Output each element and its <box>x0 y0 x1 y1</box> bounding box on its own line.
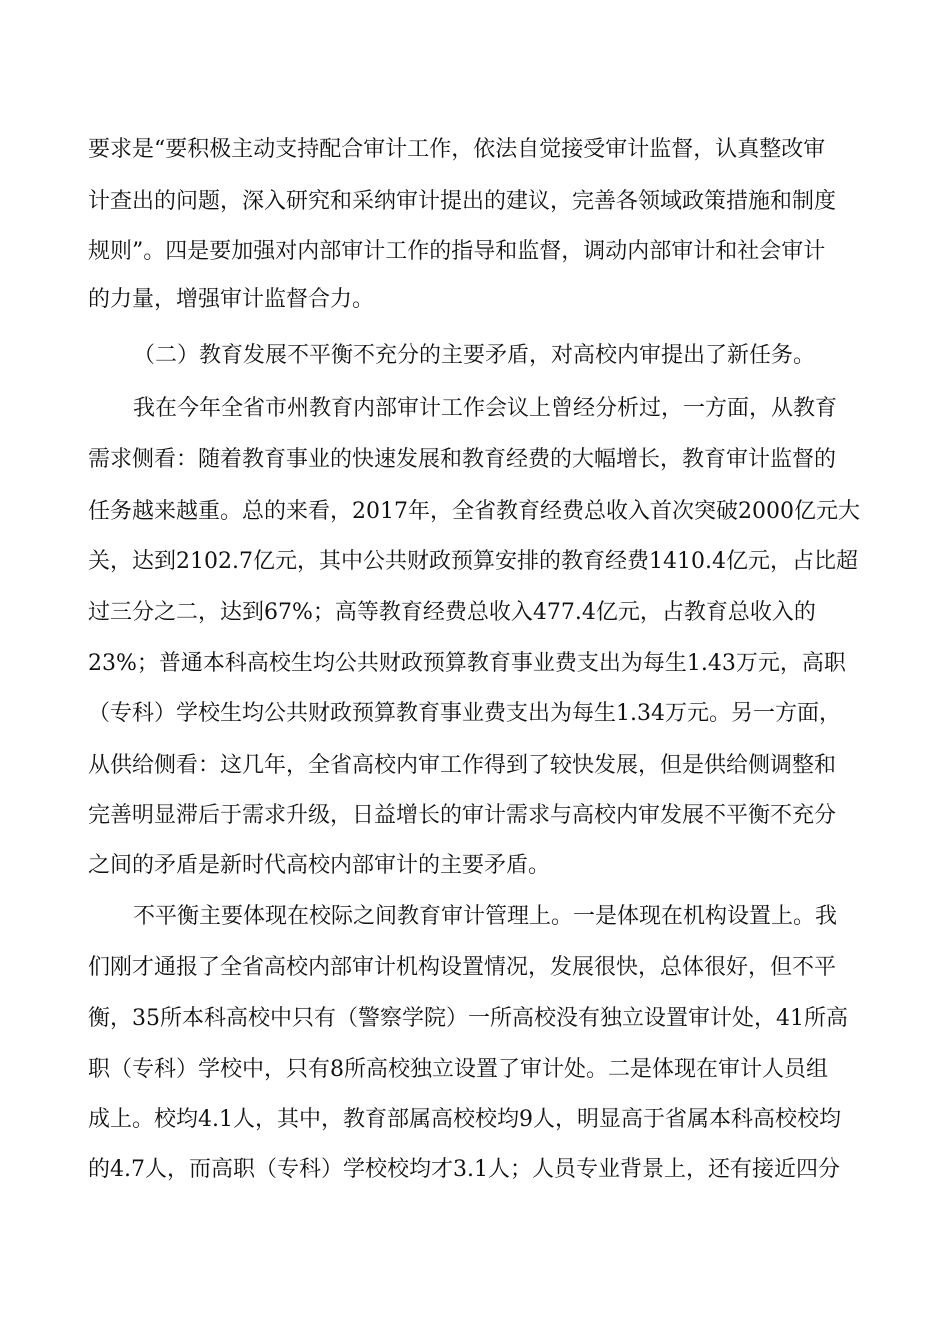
text-line: 成上。校均4.1人，其中，教育部属高校校均9人，明显高于省属本科高校校均 <box>88 1107 841 1132</box>
text-line: 们刚才通报了全省高校内部审计机构设置情况，发展很快，总体很好，但不平 <box>88 955 837 980</box>
text-line: 从供给侧看：这几年，全省高校内审工作得到了较快发展，但是供给侧调整和 <box>88 753 837 778</box>
text-line: （专科）学校生均公共财政预算教育事业费支出为每生1.34万元。另一方面， <box>88 701 841 726</box>
text-line: 的力量，增强审计监督合力。 <box>88 287 375 312</box>
text-line: 关，达到2102.7亿元，其中公共财政预算安排的教育经费1410.4亿元，占比超 <box>88 549 858 574</box>
text-line: 之间的矛盾是新时代高校内部审计的主要矛盾。 <box>88 853 551 878</box>
text-line: 完善明显滞后于需求升级，日益增长的审计需求与高校内审发展不平衡不充分 <box>88 803 837 828</box>
text-line: 的4.7人，而高职（专科）学校校均才3.1人；人员专业背景上，还有接近四分 <box>88 1157 840 1182</box>
text-line: 过三分之二，达到67%；高等教育经费总收入477.4亿元，占教育总收入的 <box>88 600 816 625</box>
text-line: 要求是“要积极主动支持配合审计工作，依法自觉接受审计监督，认真整改审 <box>88 137 826 162</box>
text-line: 不平衡主要体现在校际之间教育审计管理上。一是体现在机构设置上。我 <box>133 904 838 929</box>
text-line: 规则”。四是要加强对内部审计工作的指导和监督，调动内部审计和社会审计 <box>88 239 826 264</box>
text-line: 衡，35所本科高校中只有（警察学院）一所高校没有独立设置审计处，41所高 <box>88 1006 848 1031</box>
text-line: 计查出的问题，深入研究和采纳审计提出的建议，完善各领域政策措施和制度 <box>88 189 837 214</box>
text-line: 需求侧看：随着教育事业的快速发展和教育经费的大幅增长，教育审计监督的 <box>88 447 837 472</box>
text-line: 职（专科）学校中，只有8所高校独立设置了审计处。二是体现在审计人员组 <box>88 1057 828 1082</box>
text-line: 23%；普通本科高校生均公共财政预算教育事业费支出为每生1.43万元，高职 <box>88 651 846 676</box>
section-heading: （二）教育发展不平衡不充分的主要矛盾，对高校内审提出了新任务。 <box>133 343 816 368</box>
text-line: 任务越来越重。总的来看，2017年，全省教育经费总收入首次突破2000亿元大 <box>88 499 860 524</box>
text-line: 我在今年全省市州教育内部审计工作会议上曾经分析过，一方面，从教育 <box>133 396 838 421</box>
